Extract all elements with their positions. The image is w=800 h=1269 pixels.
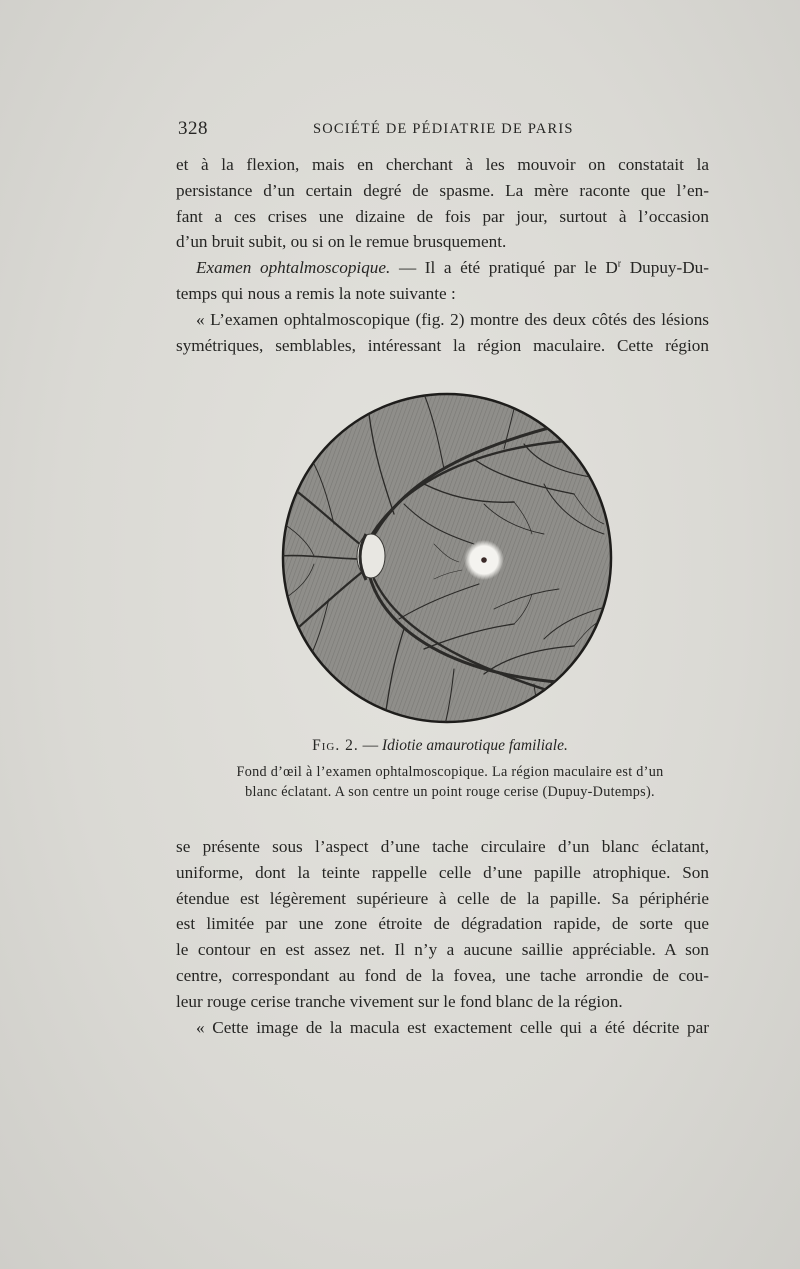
exam-paragraph-line: [176, 255, 709, 281]
figure-description-line: blanc éclatant. A son centre un point rouge cerise (Dupuy-Dutemps).: [245, 784, 655, 800]
exam-text-end: Dupuy-Du-: [621, 258, 709, 278]
figure-description: [176, 762, 724, 802]
exam-text: — Il a été pratiqué par le D: [390, 258, 618, 278]
quote-line: symétriques, semblables, intéressant la région maculaire. Cette région: [176, 335, 709, 355]
text-line: centre, correspondant au fond de la fovea, une tache arrondie de cou-: [176, 965, 709, 985]
text-line: persistance d’un certain degré de spasme. La mère raconte que l’en-: [176, 180, 709, 200]
figure-title: Idiotie amaurotique familiale.: [382, 737, 568, 754]
text-line: d’un bruit subit, ou si on le remue brusquement.: [176, 232, 507, 252]
text-line: leur rouge cerise tranche vivement sur le fond blanc de la région.: [176, 991, 623, 1011]
doctor-superscript: r: [617, 258, 622, 270]
text-line: le contour en est assez net. Il n’y a aucune saillie appréciable. A son: [176, 940, 709, 960]
text-line: est limitée par une zone étroite de dégradation rapide, de sorte que: [176, 914, 709, 934]
text-line: fant a ces crises une dizaine de fois par jour, surtout à l’occasion: [176, 206, 709, 226]
text-line: uniforme, dont la teinte rappelle celle d’une papille atrophique. Son: [176, 862, 709, 882]
fundus-illustration: [274, 384, 620, 732]
page-number: 328: [178, 118, 208, 139]
text-line: étendue est légèrement supérieure à celle de la papille. Sa périphérie: [176, 888, 709, 908]
text-after-figure: [176, 834, 709, 1040]
figure-label: Fig. 2.: [312, 737, 359, 754]
running-title: SOCIÉTÉ DE PÉDIATRIE DE PARIS: [313, 121, 574, 137]
running-header: [178, 118, 708, 142]
text-line: temps qui nous a remis la note suivante :: [176, 283, 456, 303]
text-before-figure: [176, 152, 709, 358]
figure-dash: —: [358, 737, 382, 754]
cherry-red-spot: [481, 557, 487, 563]
quote-line: « L’examen ophtalmoscopique (fig. 2) montre des deux côtés des lésions: [196, 309, 709, 329]
figure-description-line: Fond d’œil à l’examen ophtalmoscopique. La région maculaire est d’un: [236, 764, 664, 780]
text-line: « Cette image de la macula est exactement celle qui a été décrite par: [196, 1017, 709, 1037]
exam-heading: Examen ophtalmoscopique.: [196, 258, 391, 278]
figure-caption-title: [150, 737, 730, 755]
text-line: se présente sous l’aspect d’une tache circulaire d’un blanc éclatant,: [176, 837, 709, 856]
text-line: et à la flexion, mais en cherchant à les mouvoir on constatait la: [176, 155, 709, 174]
